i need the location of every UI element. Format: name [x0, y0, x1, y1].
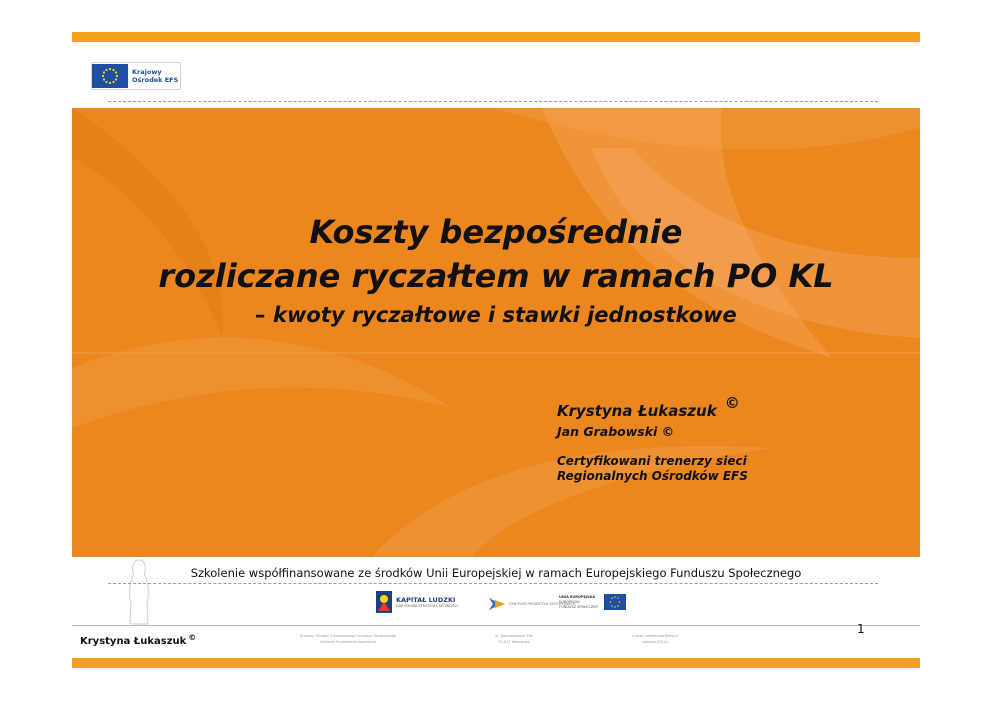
- kapital-ludzki-logo: [376, 591, 458, 613]
- top-dashed-divider: [108, 101, 878, 102]
- slide-title: [0, 210, 992, 332]
- footer-address: [474, 633, 554, 645]
- eu-label-1: UNIA EUROPEJSKA: [559, 594, 596, 599]
- logo-line-2: Ośrodek EFS: [132, 76, 179, 84]
- eu-flag-small-icon: [604, 594, 626, 610]
- logo-line-1: Krajowy: [132, 68, 162, 76]
- top-orange-bar: [72, 32, 920, 42]
- kapital-ludzki-icon: [376, 591, 392, 613]
- authors-block: [557, 394, 748, 484]
- arrow-logo-icon: [489, 598, 505, 610]
- footer-author: [80, 633, 197, 647]
- funding-note: Szkolenie współfinansowane ze środków Unii Europejskiej w ramach Europejskiego Funduszu Społecznego: [190, 566, 802, 580]
- background-swoosh-decoration: [72, 108, 920, 557]
- author-1-name: Krystyna Łukaszuk: [557, 402, 717, 420]
- center-projects-logo-text: CENTRUM PROJEKTÓW EUROPEJSKICH: [509, 602, 576, 606]
- kapital-ludzki-subtitle: NARODOWA STRATEGIA SPÓJNOŚCI: [396, 604, 458, 608]
- bottom-orange-bar: [72, 658, 920, 668]
- footer-author-copyright: ©: [188, 633, 197, 642]
- kapital-ludzki-title: KAPITAŁ LUDZKI: [396, 596, 456, 604]
- certification-line-1: Certyfikowani trenerzy sieci: [557, 454, 747, 468]
- eu-label-3: FUNDUSZ SPOŁECZNY: [559, 604, 599, 609]
- footer-contact-line-2: www.ko.EFS.pl: [642, 640, 668, 644]
- krajowy-osrodek-efs-logo: [91, 62, 181, 90]
- page-number: 1: [857, 622, 865, 636]
- author-1: [557, 394, 748, 422]
- footer-org-line-1: Krajowy Ośrodek Europejskiego Funduszu Społecznego: [299, 634, 397, 638]
- logo-text: [132, 68, 178, 84]
- footer-contact-line-1: e-mail: sekretariat@efs.pl: [632, 634, 678, 638]
- eu-flag-icon: [92, 64, 128, 88]
- footer-contact: [610, 633, 700, 645]
- footer-organization: [278, 633, 418, 645]
- footer-address-line-1: ul. Domaniewska 39a: [495, 634, 533, 638]
- footer-divider: [72, 625, 920, 626]
- title-line-1: Koszty bezpośrednie: [309, 213, 683, 251]
- eu-esf-logo: [559, 594, 626, 610]
- author-2: Jan Grabowski ©: [557, 424, 675, 439]
- eu-label-2: EUROPEJSKI: [559, 599, 580, 604]
- author-1-copyright: ©: [724, 394, 740, 412]
- certification-line-2: Regionalnych Ośrodków EFS: [557, 469, 748, 483]
- footer-org-line-2: Centrum Projektów Europejskich: [319, 640, 377, 644]
- title-line-3: – kwoty ryczałtowe i stawki jednostkowe: [255, 303, 737, 327]
- title-line-2: rozliczane ryczałtem w ramach PO KL: [158, 257, 834, 295]
- title-panel: [72, 108, 920, 557]
- footer-address-line-2: 02-672 Warszawa: [498, 640, 530, 644]
- footer-author-name: Krystyna Łukaszuk: [80, 636, 187, 647]
- bottom-dashed-divider: [108, 583, 878, 584]
